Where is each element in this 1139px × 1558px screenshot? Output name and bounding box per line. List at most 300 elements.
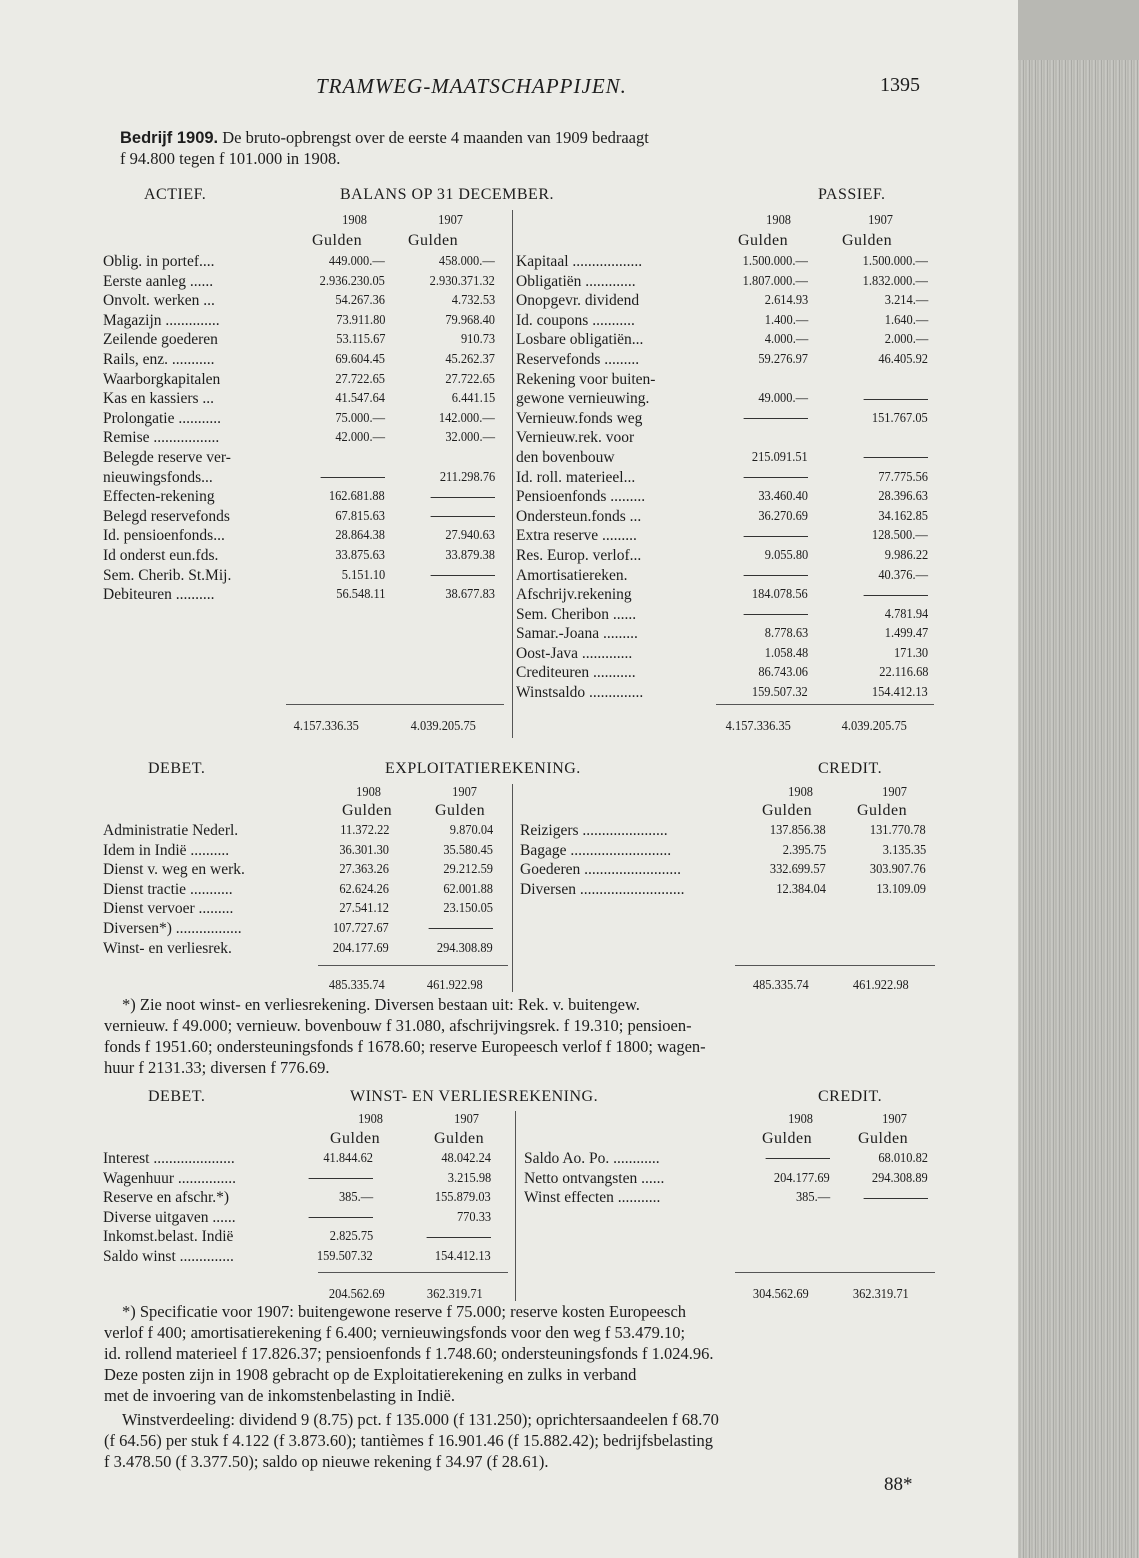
value-1908: 49.000.—	[758, 390, 808, 406]
value-1907: 2.000.—	[884, 331, 928, 347]
wv-credit-total-1907: 362.319.71	[852, 1286, 909, 1301]
table-row	[103, 940, 503, 960]
value-1908: 2.395.75	[782, 841, 826, 857]
unit-gulden: Gulden	[312, 232, 363, 249]
table-row	[103, 547, 503, 567]
actief-total-1908: 4.157.336.35	[293, 718, 359, 733]
value-1908: 12.384.04	[776, 880, 826, 896]
value-1908: 53.115.67	[335, 331, 385, 347]
value-1907: 29.212.59	[443, 861, 493, 877]
value-1908	[744, 606, 808, 622]
expl-divider	[512, 784, 513, 992]
table-row	[516, 488, 936, 508]
actief-table	[103, 253, 503, 606]
row-label: Magazijn ..............	[103, 311, 220, 329]
passief-total-1907: 4.039.205.75	[841, 718, 907, 733]
value-1907: 155.879.03	[435, 1189, 491, 1205]
value-1908: 5.151.10	[341, 566, 385, 582]
row-label: Ondersteun.fonds ...	[516, 507, 642, 525]
value-1908	[309, 1170, 373, 1186]
table-row	[103, 488, 503, 508]
expl-title: EXPLOITATIEREKENING.	[385, 760, 581, 777]
row-label: Id. roll. materieel...	[516, 468, 636, 486]
value-1907: 303.907.76	[870, 861, 926, 877]
table-row	[516, 273, 936, 293]
year-1907: 1907	[438, 212, 463, 227]
expl-left-title: DEBET.	[148, 760, 206, 777]
table-row	[516, 371, 936, 391]
value-1907: 28.396.63	[878, 488, 928, 504]
table-row	[520, 822, 930, 842]
value-1907: 2.930.371.32	[429, 272, 495, 288]
wv-note-2: verlof f 400; amortisatierekening f 6.400; vernieuwingsfonds voor den weg f 53.479.10;	[104, 1323, 686, 1342]
table-row	[516, 390, 936, 410]
value-1907: 128.500.—	[872, 527, 928, 543]
signature-mark: 88*	[884, 1474, 913, 1495]
value-1907	[431, 567, 495, 583]
row-label: Reserve en afschr.*)	[103, 1189, 230, 1207]
wv-credit-table	[524, 1150, 934, 1209]
unit-gulden: Gulden	[842, 232, 893, 249]
value-1907: 79.968.40	[445, 311, 495, 327]
table-row	[103, 881, 503, 901]
value-1907: 154.412.13	[872, 684, 928, 700]
value-1908: 204.177.69	[333, 939, 389, 955]
value-1907: 22.116.68	[878, 664, 928, 680]
row-label: Diverse uitgaven ......	[103, 1208, 236, 1226]
value-1908: 56.548.11	[335, 586, 385, 602]
table-row	[520, 861, 930, 881]
value-1907: 33.879.38	[445, 546, 495, 562]
table-row	[516, 527, 936, 547]
value-1908	[309, 1209, 373, 1225]
row-label: Onvolt. werken ...	[103, 292, 215, 310]
value-1907: 171.30	[893, 644, 928, 660]
row-label: Rekening voor buiten-	[516, 370, 656, 388]
table-row	[103, 861, 503, 881]
value-1908: 59.276.97	[758, 350, 808, 366]
year-1907: 1907	[452, 784, 477, 799]
row-label: Id onderst eun.fds.	[103, 546, 219, 564]
rule	[286, 704, 504, 705]
value-1907: 3.215.98	[447, 1169, 491, 1185]
row-label: Crediteuren ...........	[516, 664, 636, 682]
value-1908: 2.825.75	[329, 1228, 373, 1244]
year-1907: 1907	[882, 784, 907, 799]
value-1908	[766, 1150, 830, 1166]
table-row	[103, 1150, 503, 1170]
value-1908	[744, 410, 808, 426]
intro-label: Bedrijf 1909.	[120, 129, 219, 147]
row-label: Samar.-Joana .........	[516, 625, 638, 643]
value-1908: 41.844.62	[323, 1150, 373, 1165]
wv-debet-total-1907: 362.319.71	[426, 1286, 483, 1301]
value-1907: 458.000.—	[439, 253, 495, 268]
year-1907: 1907	[882, 1111, 907, 1126]
row-label: Saldo winst ..............	[103, 1247, 234, 1265]
wv-debet-table	[103, 1150, 503, 1268]
table-row	[103, 508, 503, 528]
value-1908: 1.500.000.—	[742, 253, 808, 268]
value-1908: 162.681.88	[329, 488, 385, 504]
value-1907: 4.732.53	[451, 292, 495, 308]
value-1907: 154.412.13	[435, 1247, 491, 1263]
year-1908: 1908	[356, 784, 381, 799]
balance-divider	[512, 210, 513, 738]
expl-note-3: fonds f 1951.60; ondersteuningsfonds f 1678.60; reserve Europeesch verlof f 1800; wagen-	[104, 1037, 706, 1056]
value-1908: 385.—	[338, 1189, 373, 1205]
expl-credit-total-1907: 461.922.98	[852, 977, 909, 992]
year-1908: 1908	[358, 1111, 383, 1126]
value-1907	[864, 586, 928, 602]
value-1907: 151.767.05	[872, 409, 928, 425]
value-1908: 69.604.45	[335, 350, 385, 366]
value-1907: 45.262.37	[445, 350, 495, 366]
value-1907: 294.308.89	[872, 1169, 928, 1185]
value-1907	[427, 1228, 491, 1244]
value-1907: 35.580.45	[443, 841, 493, 857]
row-label: Oost-Java .............	[516, 644, 633, 662]
table-row	[103, 842, 503, 862]
value-1908: 2.614.93	[764, 292, 808, 308]
row-label: Reservefonds .........	[516, 350, 640, 368]
unit-gulden: Gulden	[762, 802, 813, 819]
value-1908: 1.807.000.—	[742, 272, 808, 288]
wv-note-5: met de invoering van de inkomstenbelasting in Indië.	[104, 1386, 456, 1405]
expl-credit-table	[520, 822, 930, 900]
table-row	[516, 567, 936, 587]
page-edges-top	[1018, 0, 1139, 60]
table-row	[103, 469, 503, 489]
row-label: Rails, enz. ...........	[103, 350, 215, 368]
wv-note-1: *) Specificatie voor 1907: buitengewone reserve f 75.000; reserve kosten Europeesch	[122, 1302, 687, 1321]
table-row	[103, 449, 503, 469]
row-label: Waarborgkapitalen	[103, 370, 221, 388]
value-1907	[429, 920, 493, 936]
value-1907: 770.33	[456, 1208, 491, 1224]
table-row	[103, 371, 503, 391]
year-1908: 1908	[788, 784, 813, 799]
value-1907	[431, 508, 495, 524]
value-1908	[321, 469, 385, 485]
value-1907: 27.940.63	[445, 527, 495, 543]
row-label: Kas en kassiers ...	[103, 390, 215, 408]
table-row	[103, 312, 503, 332]
value-1908	[744, 469, 808, 485]
table-row	[516, 312, 936, 332]
value-1908: 27.722.65	[335, 370, 385, 386]
table-row	[516, 429, 936, 449]
value-1907: 6.441.15	[451, 390, 495, 406]
value-1907: 1.499.47	[884, 625, 928, 641]
unit-gulden: Gulden	[435, 802, 486, 819]
passief-table	[516, 253, 936, 704]
row-label: Sem. Cherib. St.Mij.	[103, 566, 232, 584]
table-row	[524, 1150, 934, 1170]
table-row	[103, 273, 503, 293]
value-1908: 1.058.48	[764, 644, 808, 660]
year-1907: 1907	[868, 212, 893, 227]
value-1908: 33.460.40	[758, 488, 808, 504]
value-1907: 40.376.—	[878, 566, 928, 582]
table-row	[103, 292, 503, 312]
table-row	[524, 1170, 934, 1190]
row-label: Remise .................	[103, 429, 220, 447]
wv-left-title: DEBET.	[148, 1088, 206, 1105]
unit-gulden: Gulden	[738, 232, 789, 249]
unit-gulden: Gulden	[434, 1130, 485, 1147]
page-edges	[1018, 0, 1139, 1558]
table-row	[516, 449, 936, 469]
value-1908: 1.400.—	[764, 311, 808, 327]
row-label: Pensioenfonds .........	[516, 488, 646, 506]
balance-right-title: PASSIEF.	[818, 186, 886, 203]
value-1907: 3.214.—	[884, 292, 928, 308]
value-1907: 294.308.89	[437, 939, 493, 955]
row-label: Extra reserve .........	[516, 527, 637, 545]
row-label: Eerste aanleg ......	[103, 272, 214, 290]
value-1908: 332.699.57	[770, 861, 826, 877]
expl-note-2: vernieuw. f 49.000; vernieuw. bovenbouw f 31.080, afschrijvingsrek. f 19.310; pensioen-	[104, 1016, 692, 1035]
running-header: TRAMWEG-MAATSCHAPPIJEN.	[316, 74, 627, 98]
winstverdeeling-3: f 3.478.50 (f 3.377.50); saldo op nieuwe rekening f 34.97 (f 28.61).	[104, 1452, 549, 1471]
table-row	[103, 586, 503, 606]
table-row	[524, 1189, 934, 1209]
wv-right-title: CREDIT.	[818, 1088, 883, 1105]
wv-title: WINST- EN VERLIESREKENING.	[350, 1088, 599, 1105]
value-1907: 1.640.—	[884, 311, 928, 327]
value-1908: 4.000.—	[764, 331, 808, 347]
row-label: Dienst tractie ...........	[103, 880, 233, 898]
row-label: gewone vernieuwing.	[516, 390, 650, 408]
intro-line-2: f 94.800 tegen f 101.000 in 1908.	[120, 149, 341, 168]
value-1907: 48.042.24	[441, 1150, 491, 1165]
intro-text: De bruto-opbrengst over de eerste 4 maanden van 1909 bedraagt	[222, 128, 649, 147]
table-row	[516, 253, 936, 273]
row-label: Administratie Nederl.	[103, 822, 239, 839]
table-row	[516, 292, 936, 312]
row-label: Amortisatiereken.	[516, 566, 628, 584]
table-row	[520, 842, 930, 862]
page-number: 1395	[880, 74, 920, 96]
unit-gulden: Gulden	[330, 1130, 381, 1147]
table-row	[103, 1248, 503, 1268]
value-1907: 13.109.09	[876, 880, 926, 896]
value-1907: 4.781.94	[884, 605, 928, 621]
unit-gulden: Gulden	[762, 1130, 813, 1147]
unit-gulden: Gulden	[342, 802, 393, 819]
row-label: Diversen ...........................	[520, 880, 685, 898]
value-1908: 449.000.—	[329, 253, 385, 268]
winstverdeeling-2: (f 64.56) per stuk f 4.122 (f 3.873.60); tantièmes f 16.901.46 (f 15.882.42); bedrijfsbelasting	[104, 1431, 714, 1450]
year-1908: 1908	[766, 212, 791, 227]
row-label: Wagenhuur ...............	[103, 1169, 237, 1187]
unit-gulden: Gulden	[408, 232, 459, 249]
row-label: Afschrijv.rekening	[516, 586, 632, 604]
value-1908: 41.547.64	[335, 390, 385, 406]
value-1907: 27.722.65	[445, 370, 495, 386]
value-1908: 42.000.—	[335, 429, 385, 445]
rule	[318, 965, 508, 966]
wv-note-4: Deze posten zijn in 1908 gebracht op de Exploitatierekening en zulks in verband	[104, 1365, 637, 1384]
table-row	[103, 390, 503, 410]
year-1908: 1908	[788, 1111, 813, 1126]
row-label: Idem in Indië ..........	[103, 841, 230, 859]
rule	[735, 965, 935, 966]
table-row	[103, 1228, 503, 1248]
rule	[716, 704, 934, 705]
value-1908: 137.856.38	[770, 822, 826, 837]
value-1907: 3.135.35	[882, 841, 926, 857]
table-row	[103, 429, 503, 449]
value-1908: 9.055.80	[764, 546, 808, 562]
table-row	[103, 822, 503, 842]
row-label: Dienst vervoer .........	[103, 900, 234, 918]
value-1908: 73.911.80	[335, 311, 385, 327]
row-label: Vernieuw.rek. voor	[516, 429, 635, 447]
expl-note-4: huur f 2131.33; diversen f 776.69.	[104, 1058, 330, 1077]
table-row	[103, 351, 503, 371]
wv-debet-total-1908: 204.562.69	[328, 1286, 385, 1301]
table-row	[103, 527, 503, 547]
value-1907	[431, 488, 495, 504]
value-1908: 36.270.69	[758, 507, 808, 523]
table-row	[520, 881, 930, 901]
row-label: Obligatiën .............	[516, 272, 636, 290]
value-1908: 54.267.36	[335, 292, 385, 308]
value-1907: 38.677.83	[445, 586, 495, 602]
value-1907: 910.73	[460, 331, 495, 347]
row-label: Kapitaal ..................	[516, 253, 643, 270]
wv-note-3: id. rollend materieel f 17.826.37; pensioenfonds f 1.748.60; ondersteuningsfonds f 1.024.96.	[104, 1344, 714, 1363]
row-label: Reizigers ......................	[520, 822, 668, 839]
table-row	[516, 625, 936, 645]
row-label: Dienst v. weg en werk.	[103, 861, 245, 879]
value-1908: 215.091.51	[752, 448, 808, 464]
row-label: Netto ontvangsten ......	[524, 1169, 665, 1187]
row-label: Effecten-rekening	[103, 488, 215, 506]
value-1907	[864, 449, 928, 465]
unit-gulden: Gulden	[858, 1130, 909, 1147]
value-1908	[744, 567, 808, 583]
row-label: Winst- en verliesrek.	[103, 939, 232, 957]
table-row	[516, 547, 936, 567]
value-1908: 204.177.69	[774, 1169, 830, 1185]
table-row	[103, 1189, 503, 1209]
value-1907: 32.000.—	[445, 429, 495, 445]
row-label: Zeilende goederen	[103, 331, 218, 349]
balance-left-title: ACTIEF.	[144, 186, 207, 203]
row-label: Bagage ..........................	[520, 841, 672, 859]
row-label: Inkomst.belast. Indië	[103, 1228, 234, 1246]
winstverdeeling-1: Winstverdeeling: dividend 9 (8.75) pct. f 135.000 (f 131.250); oprichtersaandeelen f 68.70	[122, 1410, 719, 1429]
value-1907: 68.010.82	[878, 1150, 928, 1165]
value-1908: 27.363.26	[339, 861, 389, 877]
table-row	[103, 900, 503, 920]
unit-gulden: Gulden	[857, 802, 908, 819]
value-1907: 34.162.85	[878, 507, 928, 523]
value-1907: 1.832.000.—	[862, 272, 928, 288]
row-label: Sem. Cheribon ......	[516, 605, 637, 623]
expl-debet-total-1907: 461.922.98	[426, 977, 483, 992]
table-row	[516, 606, 936, 626]
value-1907: 77.775.56	[878, 468, 928, 484]
wv-credit-total-1908: 304.562.69	[752, 1286, 809, 1301]
table-row	[516, 664, 936, 684]
value-1907: 131.770.78	[870, 822, 926, 837]
value-1908: 159.507.32	[752, 684, 808, 700]
value-1908: 86.743.06	[758, 664, 808, 680]
row-label: Res. Europ. verlof...	[516, 546, 642, 564]
table-row	[103, 410, 503, 430]
value-1907: 142.000.—	[439, 409, 495, 425]
value-1908: 36.301.30	[339, 841, 389, 857]
table-row	[516, 645, 936, 665]
expl-right-title: CREDIT.	[818, 760, 883, 777]
expl-credit-total-1908: 485.335.74	[752, 977, 809, 992]
balance-title: BALANS OP 31 DECEMBER.	[340, 186, 554, 203]
table-row	[516, 684, 936, 704]
row-label: Winstsaldo ..............	[516, 684, 644, 702]
row-label: Winst effecten ...........	[524, 1189, 661, 1207]
expl-note-1: *) Zie noot winst- en verliesrekening. Diversen bestaan uit: Rek. v. buitengew.	[122, 995, 640, 1014]
row-label: Saldo Ao. Po. ............	[524, 1150, 660, 1167]
rule	[735, 1272, 935, 1273]
value-1908: 184.078.56	[752, 586, 808, 602]
row-label: Losbare obligatiën...	[516, 331, 644, 349]
value-1907	[864, 1189, 928, 1205]
passief-total-1908: 4.157.336.35	[725, 718, 791, 733]
value-1908	[744, 527, 808, 543]
value-1908: 107.727.67	[333, 919, 389, 935]
row-label: Vernieuw.fonds weg	[516, 409, 643, 427]
value-1908: 62.624.26	[339, 880, 389, 896]
value-1908: 75.000.—	[335, 409, 385, 425]
value-1907: 1.500.000.—	[862, 253, 928, 268]
expl-debet-total-1908: 485.335.74	[328, 977, 385, 992]
actief-total-1907: 4.039.205.75	[410, 718, 476, 733]
row-label: nieuwingsfonds...	[103, 468, 213, 486]
row-label: Prolongatie ...........	[103, 409, 221, 427]
expl-debet-table	[103, 822, 503, 959]
value-1908: 28.864.38	[335, 527, 385, 543]
table-row	[103, 920, 503, 940]
row-label: Diversen*) .................	[103, 919, 242, 937]
row-label: Debiteuren ..........	[103, 586, 215, 604]
wv-divider	[515, 1111, 516, 1301]
value-1908: 8.778.63	[764, 625, 808, 641]
value-1908: 27.541.12	[339, 900, 389, 916]
value-1908: 385.—	[795, 1189, 830, 1205]
table-row	[516, 469, 936, 489]
row-label: Id. coupons ...........	[516, 311, 635, 329]
intro-line-1	[120, 127, 649, 149]
row-label: Belegde reserve ver-	[103, 448, 231, 466]
table-row	[516, 508, 936, 528]
row-label: Onopgevr. dividend	[516, 292, 640, 310]
table-row	[103, 253, 503, 273]
value-1907	[864, 390, 928, 406]
year-1907: 1907	[454, 1111, 479, 1126]
table-row	[516, 331, 936, 351]
row-label: den bovenbouw	[516, 448, 615, 466]
year-1908: 1908	[342, 212, 367, 227]
table-row	[103, 1209, 503, 1229]
row-label: Oblig. in portef....	[103, 253, 215, 270]
table-row	[103, 331, 503, 351]
value-1908: 33.875.63	[335, 546, 385, 562]
table-row	[516, 351, 936, 371]
